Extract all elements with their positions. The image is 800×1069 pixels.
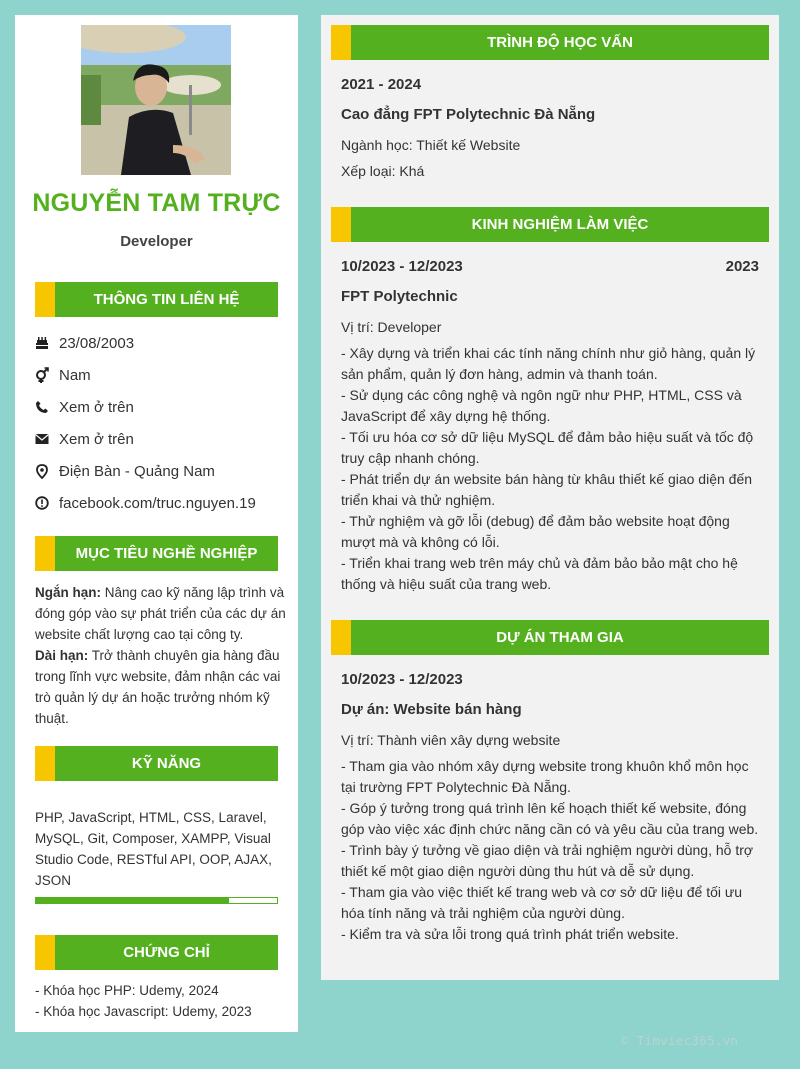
detail-line: sản phẩm, quản lý đơn hàng, admin và thanh toán. [341, 366, 658, 382]
contact-address [35, 461, 215, 481]
left-column [15, 15, 298, 1032]
project-position: Vị trí: Thành viên xây dựng website [341, 732, 561, 748]
skills-section-header [35, 746, 278, 781]
education-section-header [331, 25, 769, 60]
detail-line: - Trình bày ý tưởng về giao diện và trải nghiệm người dùng, hỗ trợ [341, 842, 754, 858]
info-icon [35, 495, 49, 511]
contact-phone [35, 397, 134, 417]
email-value: Xem ở trên [59, 430, 134, 448]
detail-line: tại trường FPT Polytechnic Đà Nẵng. [341, 779, 571, 795]
experience-section-header [331, 207, 769, 242]
long-term-label: Dài hạn: [35, 648, 89, 663]
mail-icon [35, 431, 49, 447]
candidate-name: NGUYỄN TAM TRỰC [32, 189, 281, 217]
contact-email [35, 429, 134, 449]
education-major: Ngành học: Thiết kế Website [341, 137, 521, 153]
section-title: TRÌNH ĐỘ HỌC VẤN [351, 25, 769, 60]
company-name: FPT Polytechnic [341, 288, 458, 305]
job-title: Developer [120, 233, 193, 250]
phone-value: Xem ở trên [59, 398, 134, 416]
certificates-section-header [35, 935, 278, 970]
skill-level-bar [35, 897, 278, 904]
section-marker [35, 282, 55, 317]
education-grade: Xếp loại: Khá [341, 163, 425, 179]
section-marker [35, 746, 55, 781]
experience-position: Vị trí: Developer [341, 319, 442, 335]
gender-icon [35, 367, 49, 383]
section-marker [331, 25, 351, 60]
section-title: CHỨNG CHỈ [55, 935, 278, 970]
section-title: THÔNG TIN LIÊN HỆ [55, 282, 278, 317]
gender-value: Nam [59, 366, 91, 384]
detail-line: triển khai và thử nghiệm. [341, 492, 496, 508]
detail-line: - Sử dụng các công nghệ và ngôn ngữ như PHP, HTML, CSS và [341, 387, 742, 403]
experience-period: 10/2023 - 12/2023 [341, 258, 463, 275]
detail-line: hóa tính năng và trải nghiệm của người dùng. [341, 905, 625, 921]
detail-line: - Tham gia vào nhóm xây dựng website trong khuôn khổ môn học [341, 758, 749, 774]
skill-level-fill [36, 898, 229, 903]
project-period: 10/2023 - 12/2023 [341, 671, 463, 688]
contact-birthday [35, 333, 134, 353]
detail-line: - Tối ưu hóa cơ sở dữ liệu MySQL để đảm bảo hiệu suất và tốc độ [341, 429, 754, 445]
school-name: Cao đẳng FPT Polytechnic Đà Nẵng [341, 106, 596, 123]
section-title: KỸ NĂNG [55, 746, 278, 781]
contact-section-header [35, 282, 278, 317]
short-term-label: Ngắn hạn: [35, 585, 101, 600]
long-term-text: Trở thành chuyên gia hàng đầu trong lĩnh vực website, đảm nhận các vai trò quản lý dự án hoặc trưởng nhóm kỹ thuật. [35, 648, 281, 726]
section-marker [331, 620, 351, 655]
detail-line: - Thử nghiệm và gỡ lỗi (debug) để đảm bảo website hoạt động [341, 513, 730, 529]
section-title: DỰ ÁN THAM GIA [351, 620, 769, 655]
section-marker [35, 536, 55, 571]
section-title: KINH NGHIỆM LÀM VIỆC [351, 207, 769, 242]
detail-line: góp vào việc xác định chức năng cần có và yêu cầu của trang web. [341, 821, 759, 837]
skills-text: PHP, JavaScript, HTML, CSS, Laravel, MySQL, Git, Composer, XAMPP, Visual Studio Code, RESTful API, OOP, AJAX, JSON [35, 810, 272, 888]
cake-icon [35, 335, 49, 351]
project-details [341, 756, 771, 945]
certificate-item: - Khóa học Javascript: Udemy, 2023 [35, 1004, 252, 1019]
contact-social[interactable] [35, 493, 256, 513]
education-period: 2021 - 2024 [341, 76, 422, 93]
detail-line: - Xây dựng và triển khai các tính năng chính như giỏ hàng, quản lý [341, 345, 756, 361]
detail-line: thiết kế một giao diện người dùng thu hút và dễ sử dụng. [341, 863, 695, 879]
watermark: © Timviec365.vn [621, 1033, 739, 1048]
experience-year: 2023 [725, 258, 759, 275]
objective-text [35, 582, 297, 729]
section-title: MỤC TIÊU NGHỀ NGHIỆP [55, 536, 278, 571]
detail-line: truy cập nhanh chóng. [341, 450, 480, 466]
section-marker [331, 207, 351, 242]
section-marker [35, 935, 55, 970]
projects-section-header [331, 620, 769, 655]
address-value: Điện Bàn - Quảng Nam [59, 462, 215, 480]
certificate-item: - Khóa học PHP: Udemy, 2024 [35, 983, 219, 998]
avatar [81, 25, 231, 175]
detail-line: - Tham gia vào việc thiết kế trang web và cơ sở dữ liệu để tối ưu [341, 884, 743, 900]
detail-line: JavaScript để xây dựng hệ thống. [341, 408, 551, 424]
detail-line: - Phát triển dự án website bán hàng từ khâu thiết kế giao diện đến [341, 471, 753, 487]
objective-section-header [35, 536, 278, 571]
contact-gender [35, 365, 91, 385]
phone-icon [35, 399, 49, 415]
location-icon [35, 463, 49, 479]
certificates-list [35, 980, 297, 1022]
experience-details [341, 343, 771, 595]
birthday-value: 23/08/2003 [59, 334, 135, 352]
detail-line: mượt mà và không có lỗi. [341, 534, 500, 550]
detail-line: thống và hiệu suất của trang web. [341, 576, 552, 592]
right-column [321, 15, 779, 980]
detail-line: - Góp ý tưởng trong quá trình lên kế hoạch thiết kế website, đóng [341, 800, 747, 816]
short-term-text: Nâng cao kỹ năng lập trình và đóng góp vào sự phát triển của các dự án website chất lượng cao tại công ty. [35, 585, 286, 642]
project-name: Dự án: Website bán hàng [341, 701, 522, 718]
social-link[interactable]: facebook.com/truc.nguyen.19 [59, 494, 256, 512]
detail-line: - Kiểm tra và sửa lỗi trong quá trình phát triển website. [341, 926, 679, 942]
detail-line: - Triển khai trang web trên máy chủ và đảm bảo bảo mật cho hệ [341, 555, 738, 571]
